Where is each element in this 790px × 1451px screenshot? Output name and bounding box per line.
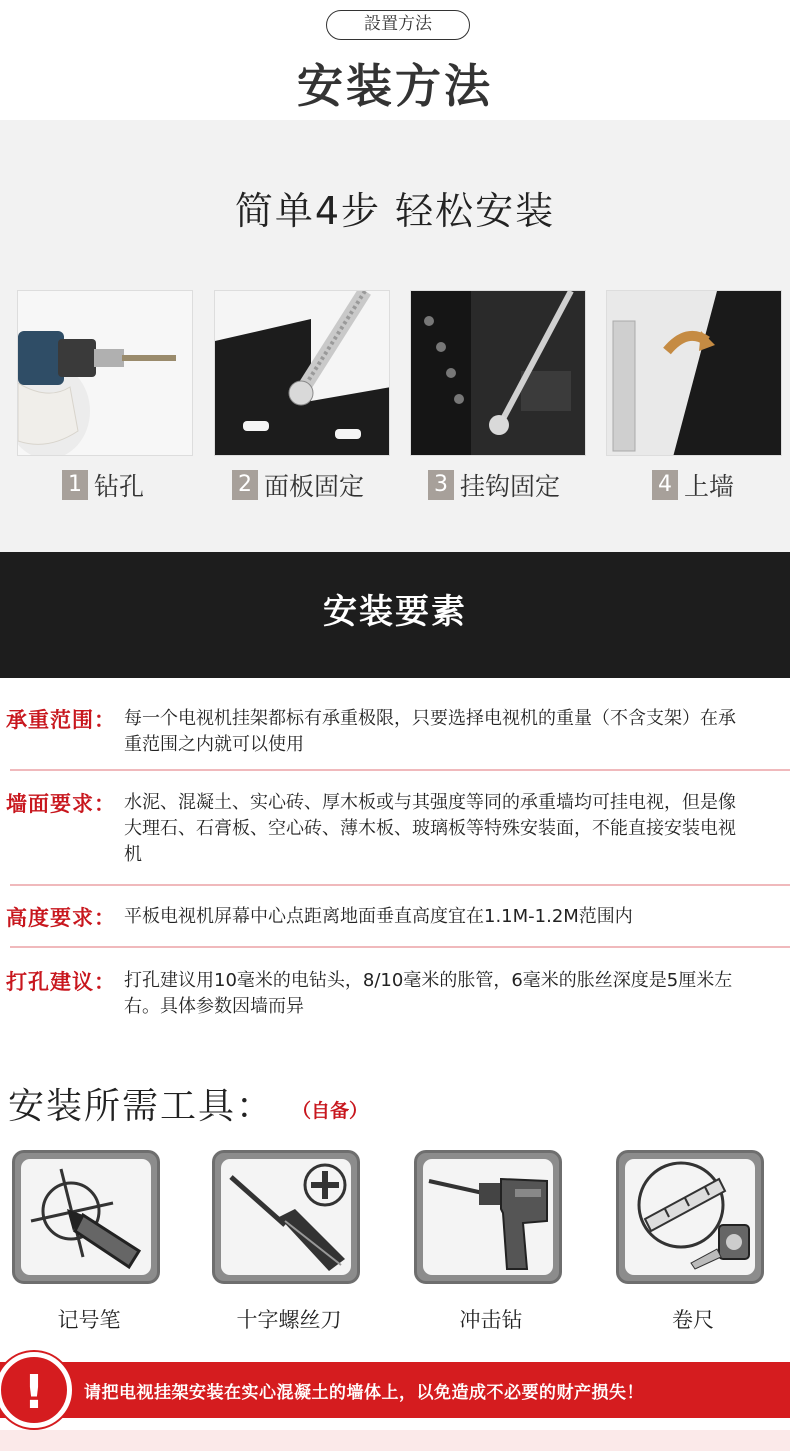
tape-measure-icon: [616, 1150, 764, 1284]
bottom-strip: [0, 1430, 790, 1451]
step-1-text: 钻孔: [94, 472, 145, 501]
step-2-text: 面板固定: [264, 472, 365, 501]
warning-banner: [0, 1362, 790, 1418]
steps-title: 简单4步 轻松安装: [234, 189, 556, 233]
step-2-label: [232, 468, 364, 502]
requirement-label: 承重范围：: [6, 708, 116, 732]
step-3-hook-photo: [410, 290, 586, 456]
page-title: 安装方法: [297, 59, 493, 113]
section-pill-label: 設置方法: [326, 10, 470, 40]
elements-title: 安装要素: [323, 592, 467, 632]
exclamation-mark: !: [23, 1365, 45, 1419]
tools-title: 安装所需工具：: [8, 1086, 275, 1127]
step-4-number: 4: [652, 470, 678, 500]
requirement-height: [6, 902, 786, 932]
requirement-text: 平板电视机屏幕中心点距离地面垂直高度宜在1.1M-1.2M范围内: [124, 906, 633, 927]
requirement-label: 高度要求：: [6, 906, 116, 930]
step-4-text: 上墙: [684, 472, 735, 501]
tool-label-tape: 卷尺: [672, 1308, 714, 1332]
step-4-wall-photo: [606, 290, 782, 456]
requirement-drilling: [6, 966, 786, 1026]
step-1-label: [62, 468, 144, 502]
requirement-wall: [6, 788, 786, 868]
phillips-screwdriver-icon: [212, 1150, 360, 1284]
step-1-drill-photo: [17, 290, 193, 456]
impact-drill-icon: [414, 1150, 562, 1284]
divider: [10, 769, 790, 771]
tools-subtitle: （自备）: [292, 1100, 369, 1122]
divider: [10, 946, 790, 948]
step-2-panel-photo: [214, 290, 390, 456]
elements-section-header: [0, 552, 790, 678]
requirement-text: 打孔建议用10毫米的电钻头，8/10毫米的胀管，6毫米的胀丝深度是5厘米左右。具体参数因墙而异: [124, 970, 733, 1017]
requirement-text: 每一个电视机挂架都标有承重极限，只要选择电视机的重量（不含支架）在承重范围之内就可以使用: [124, 708, 736, 755]
requirement-load-range: [6, 704, 786, 764]
tool-label-screwdriver: 十字螺丝刀: [236, 1308, 342, 1332]
step-3-number: 3: [428, 470, 454, 500]
step-2-number: 2: [232, 470, 258, 500]
marker-pen-icon: [12, 1150, 160, 1284]
step-3-text: 挂钩固定: [460, 472, 561, 501]
requirement-label: 打孔建议：: [6, 970, 116, 994]
tool-label-marker: 记号笔: [57, 1308, 121, 1332]
tool-label-drill: 冲击钻: [459, 1308, 523, 1332]
requirement-label: 墙面要求：: [6, 792, 116, 816]
requirement-text: 水泥、混凝土、实心砖、厚木板或与其强度等同的承重墙均可挂电视，但是像大理石、石膏板、空心砖、薄木板、玻璃板等特殊安装面，不能直接安装电视机: [124, 792, 736, 865]
exclamation-icon: [0, 1352, 72, 1428]
warning-text: 请把电视挂架安装在实心混凝土的墙体上，以免造成不必要的财产损失！: [84, 1383, 644, 1403]
step-4-label: [652, 468, 734, 502]
steps-section: [0, 120, 790, 552]
step-1-number: 1: [62, 470, 88, 500]
divider: [10, 884, 790, 886]
step-3-label: [428, 468, 560, 502]
